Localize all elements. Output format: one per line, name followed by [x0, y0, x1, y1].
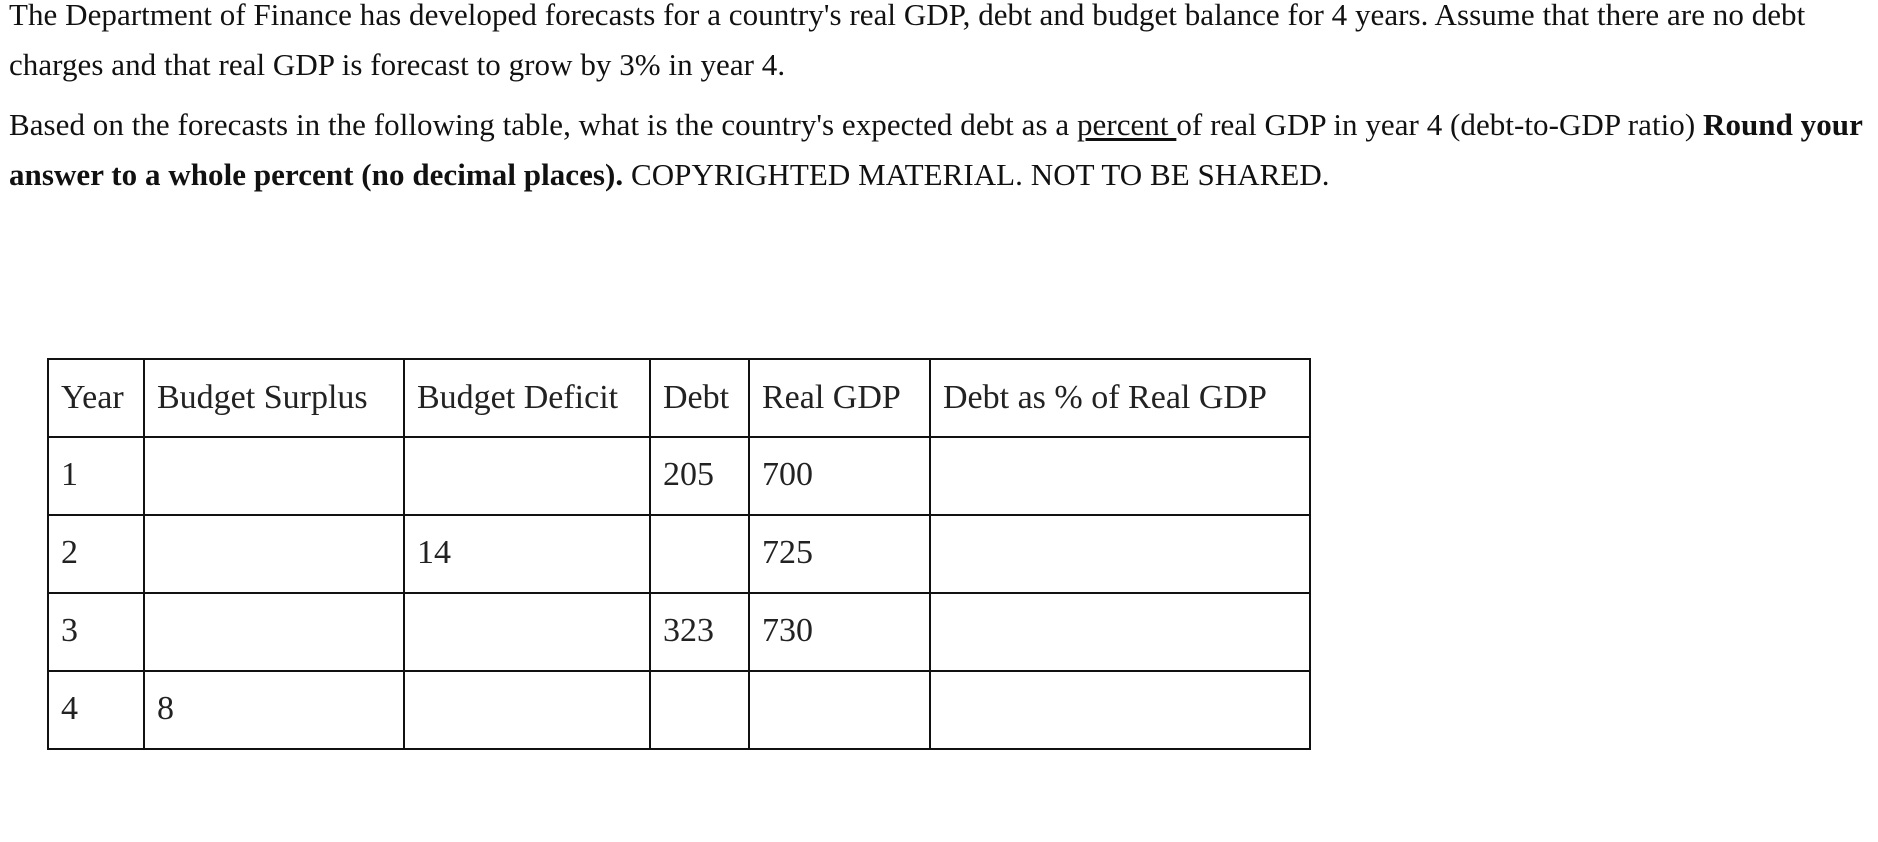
prompt-text-start: Based on the forecasts in the following table, what is the country's expected debt as a	[9, 107, 1077, 142]
question-content	[9, 0, 1869, 200]
table-row	[48, 593, 1310, 671]
cell-debt: 205	[650, 437, 749, 515]
rounding-instruction: Round your answer to a whole percent (no decimal places).	[9, 107, 1863, 192]
cell-year: 2	[48, 515, 144, 593]
table-header-row	[48, 359, 1310, 437]
cell-real-gdp: 730	[749, 593, 930, 671]
header-budget-surplus: Budget Surplus	[144, 359, 404, 437]
cell-real-gdp: 725	[749, 515, 930, 593]
cell-budget-surplus	[144, 515, 404, 593]
table-row	[48, 515, 1310, 593]
prompt-text-middle: of real GDP in year 4 (debt-to-GDP ratio)	[1176, 107, 1704, 142]
cell-real-gdp: 700	[749, 437, 930, 515]
cell-budget-surplus	[144, 593, 404, 671]
cell-debt-pct-gdp	[930, 515, 1310, 593]
cell-budget-deficit	[404, 671, 650, 749]
cell-budget-deficit	[404, 437, 650, 515]
copyright-notice: COPYRIGHTED MATERIAL. NOT TO BE SHARED.	[623, 157, 1330, 192]
forecast-table	[47, 358, 1311, 750]
cell-budget-surplus: 8	[144, 671, 404, 749]
header-debt-pct-gdp: Debt as % of Real GDP	[930, 359, 1310, 437]
header-debt: Debt	[650, 359, 749, 437]
cell-debt-pct-gdp	[930, 593, 1310, 671]
cell-debt	[650, 515, 749, 593]
cell-year: 4	[48, 671, 144, 749]
header-year: Year	[48, 359, 144, 437]
cell-budget-deficit	[404, 593, 650, 671]
header-budget-deficit: Budget Deficit	[404, 359, 650, 437]
cell-debt	[650, 671, 749, 749]
table-row	[48, 671, 1310, 749]
header-real-gdp: Real GDP	[749, 359, 930, 437]
cell-debt-pct-gdp	[930, 437, 1310, 515]
cell-debt: 323	[650, 593, 749, 671]
cell-budget-surplus	[144, 437, 404, 515]
cell-year: 3	[48, 593, 144, 671]
percent-underlined-text: percent	[1076, 107, 1177, 142]
question-paragraph-prompt	[9, 100, 1869, 200]
cell-year: 1	[48, 437, 144, 515]
cell-debt-pct-gdp	[930, 671, 1310, 749]
cell-budget-deficit: 14	[404, 515, 650, 593]
table-row	[48, 437, 1310, 515]
cell-real-gdp	[749, 671, 930, 749]
question-paragraph-intro: The Department of Finance has developed forecasts for a country's real GDP, debt and budget balance for 4 years. Assume that there are no debt charges and that real GDP is forecast to grow by 3% in year 4.	[9, 0, 1806, 82]
